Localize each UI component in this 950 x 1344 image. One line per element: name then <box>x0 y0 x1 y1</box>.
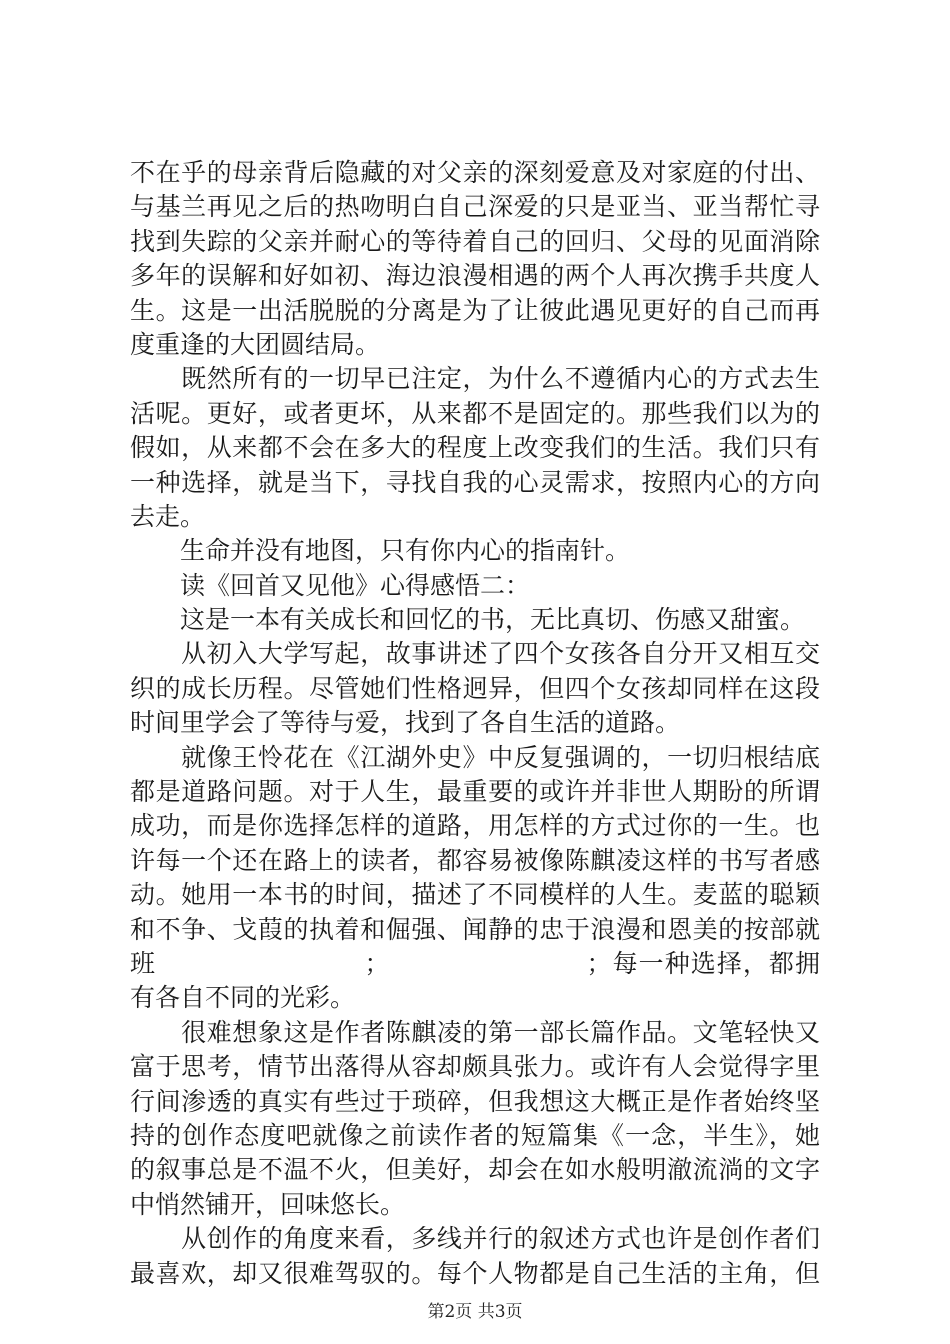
text-line: 中悄然铺开，回味悠长。 <box>130 1189 406 1219</box>
text-line: 成功，而是你选择怎样的道路，用怎样的方式过你的一生。也 <box>130 811 820 841</box>
text-line: 这是一本有关成长和回忆的书，无比真切、伤感又甜蜜。 <box>130 605 806 635</box>
text-line: 活呢。更好，或者更坏，从来都不是固定的。那些我们以为的 <box>130 398 820 428</box>
text-line: 与基兰再见之后的热吻明白自己深爱的只是亚当、亚当帮忙寻 <box>130 192 820 222</box>
text-line: 都是道路问题。对于人生，最重要的或许并非世人期盼的所谓 <box>130 777 820 807</box>
text-line: 有各自不同的光彩。 <box>130 983 356 1013</box>
text-line: 很难想象这是作者陈麒凌的第一部长篇作品。文笔轻快又 <box>130 1017 820 1047</box>
text-line: 不在乎的母亲背后隐藏的对父亲的深刻爱意及对家庭的付出、 <box>130 158 820 187</box>
text-line: 最喜欢，却又很难驾驭的。每个人物都是自己生活的主角，但 <box>130 1258 820 1288</box>
text-line: 持的创作态度吧就像之前读作者的短篇集《一念，半生》，她 <box>130 1120 820 1150</box>
text-line: 多年的误解和好如初、海边浪漫相遇的两个人再次携手共度人 <box>130 261 820 291</box>
text-line: 班 ； ；每一种选择，都拥 <box>130 948 820 978</box>
text-line: 行间渗透的真实有些过于琐碎，但我想这大概正是作者始终坚 <box>130 1086 820 1116</box>
text-line: 读《回首又见他》心得感悟二： <box>130 570 531 600</box>
text-line: 和不争、戈葭的执着和倔强、闻静的忠于浪漫和恩美的按部就 <box>130 914 820 944</box>
text-line: 许每一个还在路上的读者，都容易被像陈麒凌这样的书写者感 <box>130 845 820 875</box>
text-line: 既然所有的一切早已注定，为什么不遵循内心的方式去生 <box>130 364 820 394</box>
text-line: 一种选择，就是当下，寻找自我的心灵需求，按照内心的方向 <box>130 467 820 497</box>
text-line: 假如，从来都不会在多大的程度上改变我们的生活。我们只有 <box>130 433 820 463</box>
text-line: 找到失踪的父亲并耐心的等待着自己的回归、父母的见面消除 <box>130 226 820 256</box>
text-line: 从初入大学写起，故事讲述了四个女孩各自分开又相互交 <box>130 639 820 669</box>
text-line: 时间里学会了等待与爱，找到了各自生活的道路。 <box>130 708 681 738</box>
text-line: 生。这是一出活脱脱的分离是为了让彼此遇见更好的自己而再 <box>130 295 820 325</box>
text-line: 生命并没有地图，只有你内心的指南针。 <box>130 536 631 566</box>
text-line: 富于思考，情节出落得从容却颇具张力。或许有人会觉得字里 <box>130 1052 820 1082</box>
document-body <box>130 156 820 1291</box>
text-line: 的叙事总是不温不火，但美好，却会在如水般明澈流淌的文字 <box>130 1155 820 1185</box>
text-line: 度重逢的大团圆结局。 <box>130 329 381 359</box>
text-line: 去走。 <box>130 501 206 531</box>
text-line: 织的成长历程。尽管她们性格迥异，但四个女孩却同样在这段 <box>130 673 820 703</box>
text-line: 从创作的角度来看，多线并行的叙述方式也许是创作者们 <box>130 1224 820 1254</box>
text-line: 就像王怜花在《江湖外史》中反复强调的，一切归根结底 <box>130 742 820 772</box>
text-line: 动。她用一本书的时间，描述了不同模样的人生。麦蓝的聪颖 <box>130 880 820 910</box>
page-footer: 第2页 共3页 <box>427 1302 523 1322</box>
